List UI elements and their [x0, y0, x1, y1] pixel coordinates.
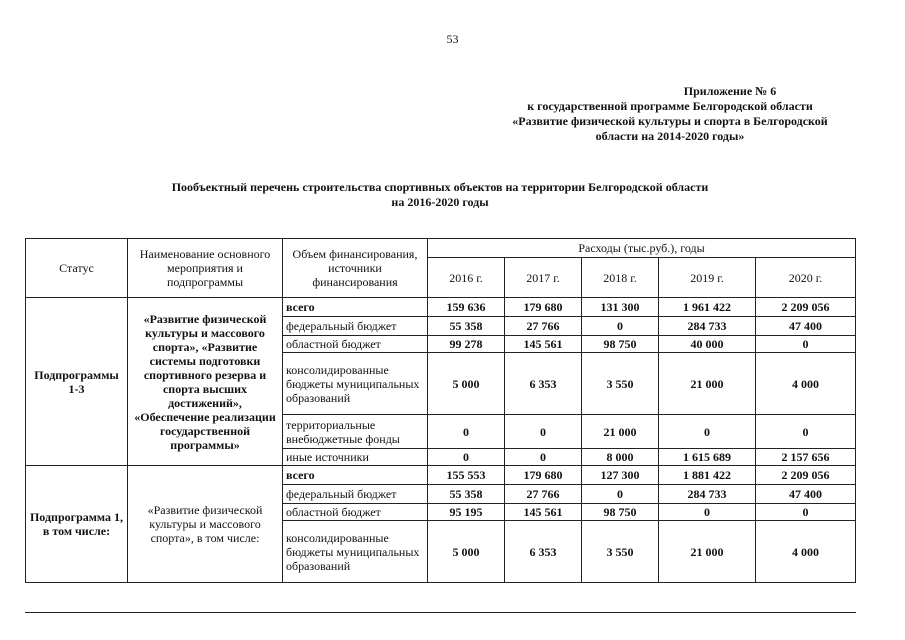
amount-cell: 0 — [428, 449, 505, 466]
amount-cell: 179 680 — [505, 466, 582, 485]
appendix-line-2: к государственной программе Белгородской области — [527, 99, 813, 113]
amount-cell: 159 636 — [428, 298, 505, 317]
amount-cell: 284 733 — [659, 485, 756, 504]
amount-cell: 1 881 422 — [659, 466, 756, 485]
amount-cell: 0 — [505, 449, 582, 466]
amount-cell: 6 353 — [505, 353, 582, 415]
amount-cell: 55 358 — [428, 485, 505, 504]
amount-cell: 95 195 — [428, 504, 505, 521]
amount-cell: 0 — [505, 415, 582, 449]
amount-cell: 21 000 — [582, 415, 659, 449]
table-row — [26, 298, 856, 317]
amount-cell: 0 — [428, 415, 505, 449]
page-number: 53 — [446, 32, 459, 46]
header-year: 2020 г. — [756, 258, 856, 298]
amount-cell: 99 278 — [428, 336, 505, 353]
program-name-cell: «Развитие физической культуры и массового спорта», «Развитие системы подготовки спортивного резерва и спорта высших достижений», «Обеспечение реализации государственной программы» — [128, 298, 283, 466]
appendix-header — [470, 84, 870, 144]
appendix-line-4: области на 2014-2020 годы» — [595, 129, 745, 143]
table-bottom-rule — [25, 612, 856, 613]
amount-cell: 179 680 — [505, 298, 582, 317]
amount-cell: 2 209 056 — [756, 298, 856, 317]
amount-cell: 2 209 056 — [756, 466, 856, 485]
amount-cell: 0 — [756, 336, 856, 353]
amount-cell: 155 553 — [428, 466, 505, 485]
amount-cell: 3 550 — [582, 353, 659, 415]
header-expenses: Расходы (тыс.руб.), годы — [428, 239, 856, 258]
funding-source-cell: всего — [283, 466, 428, 485]
amount-cell: 5 000 — [428, 353, 505, 415]
table-row — [26, 466, 856, 485]
amount-cell: 1 615 689 — [659, 449, 756, 466]
funding-source-cell: областной бюджет — [283, 336, 428, 353]
amount-cell: 1 961 422 — [659, 298, 756, 317]
amount-cell: 0 — [659, 504, 756, 521]
amount-cell: 0 — [659, 415, 756, 449]
appendix-line-3: «Развитие физической культуры и спорта в Белгородской — [512, 114, 828, 128]
header-status: Статус — [26, 239, 128, 298]
funding-source-cell: федеральный бюджет — [283, 317, 428, 336]
funding-source-cell: консолидированные бюджеты муниципальных образований — [283, 353, 428, 415]
amount-cell: 8 000 — [582, 449, 659, 466]
status-cell: Подпрограммы 1-3 — [26, 298, 128, 466]
header-year: 2016 г. — [428, 258, 505, 298]
header-name: Наименование основного мероприятия и подпрограммы — [128, 239, 283, 298]
appendix-line-1: Приложение № 6 — [683, 84, 777, 98]
amount-cell: 21 000 — [659, 521, 756, 583]
document-title-line-2: на 2016-2020 годы — [391, 195, 489, 209]
funding-source-cell: иные источники — [283, 449, 428, 466]
amount-cell: 98 750 — [582, 504, 659, 521]
amount-cell: 145 561 — [505, 504, 582, 521]
header-volume: Объем финансирования, источники финансирования — [283, 239, 428, 298]
amount-cell: 0 — [582, 485, 659, 504]
financing-table — [25, 238, 856, 583]
amount-cell: 4 000 — [756, 521, 856, 583]
funding-source-cell: территориальные внебюджетные фонды — [283, 415, 428, 449]
funding-source-cell: областной бюджет — [283, 504, 428, 521]
amount-cell: 131 300 — [582, 298, 659, 317]
amount-cell: 55 358 — [428, 317, 505, 336]
amount-cell: 47 400 — [756, 317, 856, 336]
header-year: 2017 г. — [505, 258, 582, 298]
amount-cell: 3 550 — [582, 521, 659, 583]
amount-cell: 145 561 — [505, 336, 582, 353]
amount-cell: 4 000 — [756, 353, 856, 415]
table-body — [26, 298, 856, 583]
amount-cell: 21 000 — [659, 353, 756, 415]
amount-cell: 0 — [756, 504, 856, 521]
amount-cell: 5 000 — [428, 521, 505, 583]
amount-cell: 47 400 — [756, 485, 856, 504]
amount-cell: 2 157 656 — [756, 449, 856, 466]
header-year: 2019 г. — [659, 258, 756, 298]
document-title — [90, 180, 790, 210]
program-name-cell: «Развитие физической культуры и массового спорта», в том числе: — [128, 466, 283, 583]
funding-source-cell: всего — [283, 298, 428, 317]
amount-cell: 127 300 — [582, 466, 659, 485]
amount-cell: 284 733 — [659, 317, 756, 336]
amount-cell: 27 766 — [505, 485, 582, 504]
status-cell: Подпрограмма 1, в том числе: — [26, 466, 128, 583]
amount-cell: 0 — [756, 415, 856, 449]
header-year: 2018 г. — [582, 258, 659, 298]
amount-cell: 6 353 — [505, 521, 582, 583]
amount-cell: 98 750 — [582, 336, 659, 353]
funding-source-cell: федеральный бюджет — [283, 485, 428, 504]
amount-cell: 0 — [582, 317, 659, 336]
amount-cell: 27 766 — [505, 317, 582, 336]
amount-cell: 40 000 — [659, 336, 756, 353]
funding-source-cell: консолидированные бюджеты муниципальных образований — [283, 521, 428, 583]
document-title-line-1: Пообъектный перечень строительства спортивных объектов на территории Белгородской области — [171, 180, 709, 194]
